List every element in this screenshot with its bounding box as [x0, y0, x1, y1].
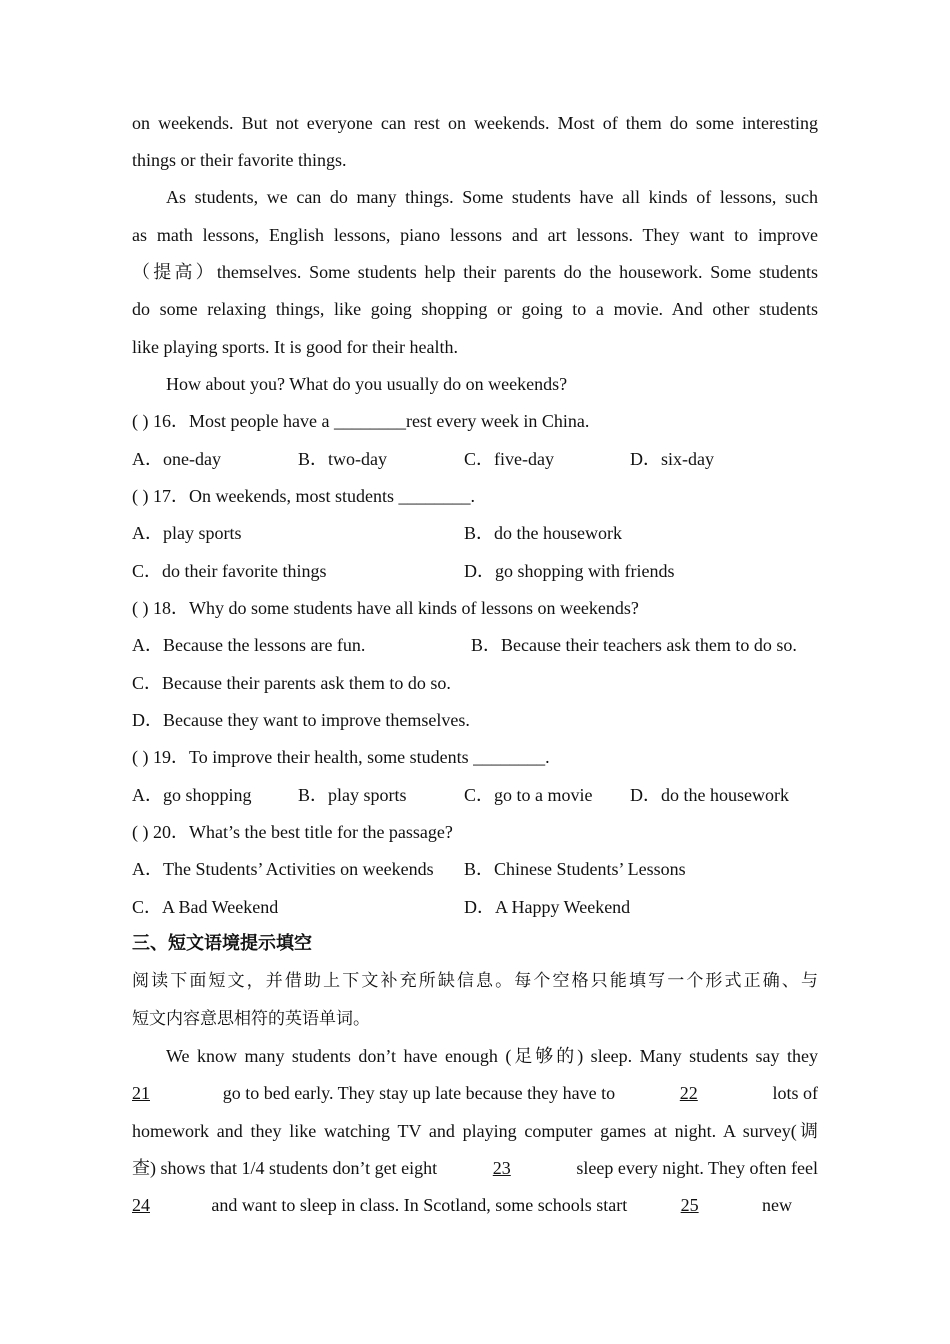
passage-line: As students, we can do many things. Some students have all kinds of lessons, such — [166, 187, 818, 207]
q17-option-c: C．do their favorite things — [132, 561, 327, 581]
q18-option-b: B．Because their teachers ask them to do so. — [471, 635, 797, 655]
cloze-text: and want to sleep in class. In Scotland, some schools start — [211, 1195, 628, 1215]
question-20-stem: ( ) 20．What’s the best title for the passage? — [132, 822, 453, 842]
cloze-text: sleep every night. They often feel — [576, 1158, 818, 1178]
cloze-text: lots of — [772, 1083, 818, 1103]
q16-option-d: D．six-day — [630, 449, 714, 469]
q18-option-c: C．Because their parents ask them to do so. — [132, 673, 451, 693]
section-instruction: 短文内容意思相符的英语单词。 — [132, 1009, 370, 1029]
question-17-stem: ( ) 17．On weekends, most students ________. — [132, 486, 475, 506]
blank-23[interactable]: 23 — [492, 1158, 511, 1178]
passage-line: on weekends. But not everyone can rest on weekends. Most of them do some interesting — [132, 113, 818, 133]
q16-option-c: C．five-day — [464, 449, 554, 469]
q17-option-b: B．do the housework — [464, 523, 622, 543]
passage-line: things or their favorite things. — [132, 150, 347, 170]
q18-option-a: A．Because the lessons are fun. — [132, 635, 366, 655]
cloze-line: We know many students don’t have enough (足够的) sleep. Many students say they — [166, 1046, 818, 1066]
section-heading: 三、短文语境提示填空 — [132, 933, 312, 954]
q16-option-b: B．two-day — [298, 449, 387, 469]
q19-option-b: B．play sports — [298, 785, 407, 805]
blank-21[interactable]: 21 — [132, 1083, 150, 1103]
blank-22[interactable]: 22 — [679, 1083, 698, 1103]
q17-option-a: A．play sports — [132, 523, 242, 543]
q20-option-a: A．The Students’ Activities on weekends — [132, 859, 434, 879]
cloze-line — [132, 1082, 818, 1104]
cloze-text: new — [761, 1195, 792, 1215]
cloze-line — [132, 1157, 818, 1179]
question-18-stem: ( ) 18．Why do some students have all kinds of lessons on weekends? — [132, 598, 639, 618]
cloze-text: 查) shows that 1/4 students don’t get eight — [132, 1158, 438, 1178]
passage-line: How about you? What do you usually do on weekends? — [166, 374, 568, 394]
passage-line: （提高）themselves. Some students help their parents do the housework. Some students — [132, 262, 818, 282]
question-16-stem: ( ) 16．Most people have a ________rest every week in China. — [132, 411, 590, 431]
q19-option-a: A．go shopping — [132, 785, 252, 805]
q19-option-c: C．go to a movie — [464, 785, 593, 805]
section-instruction: 阅读下面短文，并借助上下文补充所缺信息。每个空格只能填写一个形式正确、与 — [132, 971, 818, 991]
passage-line: like playing sports. It is good for their health. — [132, 337, 458, 357]
q20-option-c: C．A Bad Weekend — [132, 897, 279, 917]
blank-24[interactable]: 24 — [132, 1195, 150, 1215]
passage-line: do some relaxing things, like going shopping or going to a movie. And other students — [132, 299, 818, 319]
q16-option-a: A．one-day — [132, 449, 221, 469]
q17-option-d: D．go shopping with friends — [464, 561, 675, 581]
q20-option-b: B．Chinese Students’ Lessons — [464, 859, 686, 879]
blank-25[interactable]: 25 — [680, 1195, 699, 1215]
cloze-line: homework and they like watching TV and playing computer games at night. A survey(调 — [132, 1121, 818, 1141]
q19-option-d: D．do the housework — [630, 785, 789, 805]
question-19-stem: ( ) 19．To improve their health, some students ________. — [132, 747, 550, 767]
q18-option-d: D．Because they want to improve themselves. — [132, 710, 470, 730]
cloze-text: go to bed early. They stay up late because they have to — [222, 1083, 616, 1103]
q20-option-d: D．A Happy Weekend — [464, 897, 631, 917]
passage-line: as math lessons, English lessons, piano lessons and art lessons. They want to improve — [132, 225, 818, 245]
cloze-line — [132, 1194, 792, 1216]
